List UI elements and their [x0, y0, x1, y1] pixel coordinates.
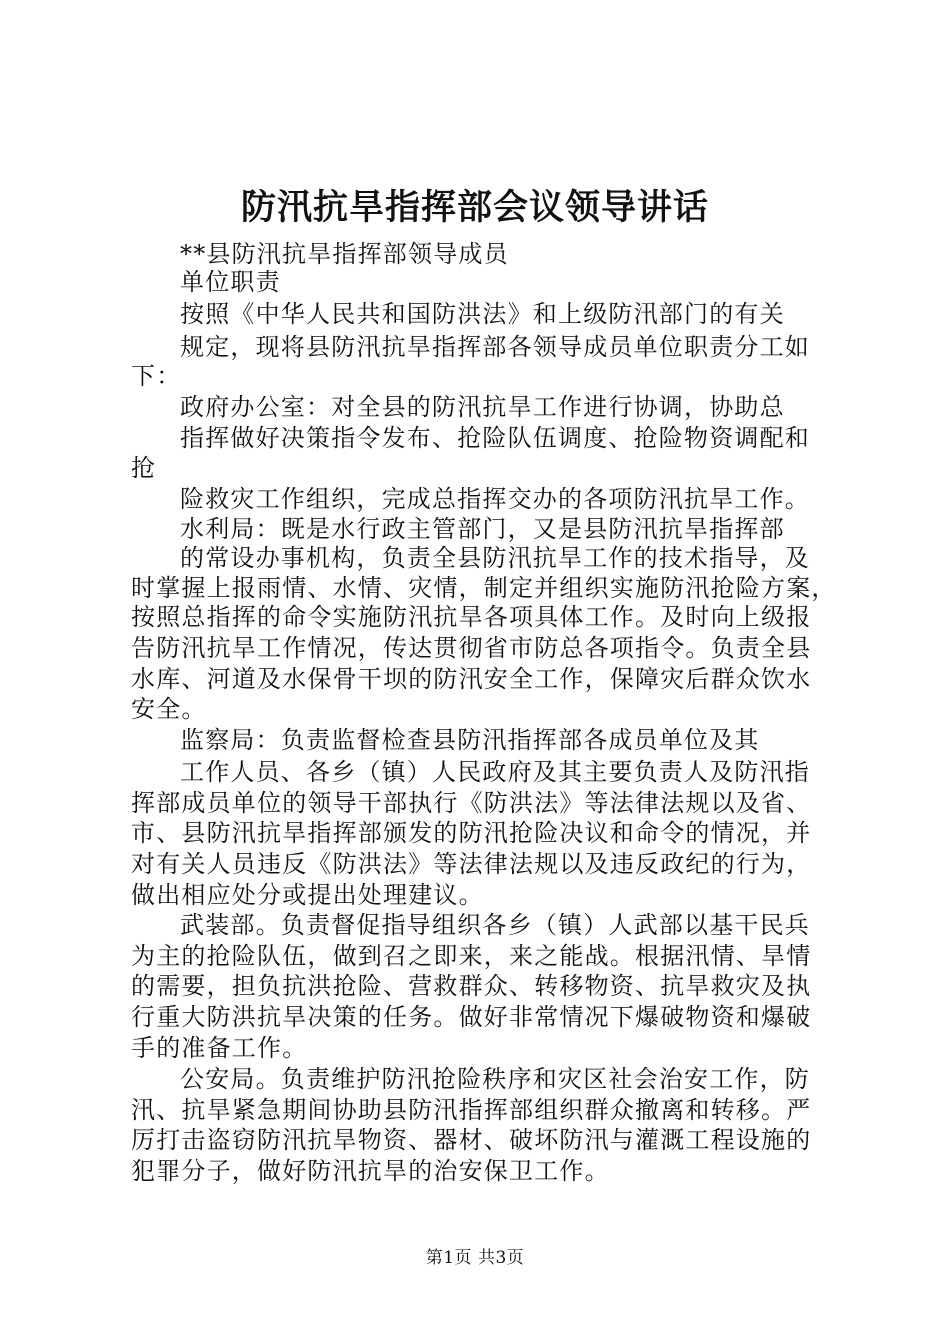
body-line: 监察局：负责监督检查县防汛指挥部各成员单位及其 [180, 726, 760, 754]
body-line: 规定，现将县防汛抗旱指挥部各领导成员单位职责分工如 [180, 333, 810, 361]
body-line: 市、县防汛抗旱指挥部颁发的防汛抢险决议和命令的情况，并 [131, 819, 812, 847]
body-line: 挥部成员单位的领导干部执行《防洪法》等法律法规以及省、 [131, 789, 812, 817]
body-line: **县防汛抗旱指挥部领导成员 [180, 240, 509, 268]
body-line: 单位职责 [180, 268, 281, 296]
body-line: 下： [131, 362, 182, 390]
body-line: 的需要，担负抗洪抢险、营救群众、转移物资、抗旱救灾及执 [131, 972, 812, 1000]
body-line: 时掌握上报雨情、水情、灾情，制定并组织实施防汛抢险方案， [131, 574, 837, 602]
body-line: 险救灾工作组织，完成总指挥交办的各项防汛抗旱工作。 [180, 485, 810, 513]
body-line: 抢 [131, 454, 157, 482]
document-title: 防汛抗旱指挥部会议领导讲话 [240, 187, 709, 228]
body-line: 为主的抢险队伍，做到召之即来，来之能战。根据汛情、旱情 [131, 942, 812, 970]
body-line: 工作人员、各乡（镇）人民政府及其主要负责人及防汛指 [180, 758, 810, 786]
body-line: 安全。 [131, 695, 207, 723]
body-line: 告防汛抗旱工作情况，传达贯彻省市防总各项指令。负责全县 [131, 634, 812, 662]
body-line: 行重大防洪抗旱决策的任务。做好非常情况下爆破物资和爆破 [131, 1003, 812, 1031]
body-line: 的常设办事机构，负责全县防汛抗旱工作的技术指导，及 [180, 544, 810, 572]
body-line: 政府办公室：对全县的防汛抗旱工作进行协调，协助总 [180, 393, 785, 421]
body-line: 公安局。负责维护防汛抢险秩序和灾区社会治安工作，防 [180, 1065, 810, 1093]
body-line: 按照《中华人民共和国防洪法》和上级防汛部门的有关 [180, 300, 785, 328]
body-line: 做出相应处分或提出处理建议。 [131, 881, 484, 909]
body-line: 指挥做好决策指令发布、抢险队伍调度、抢险物资调配和 [180, 424, 810, 452]
page-number: 第1页 共3页 [425, 1248, 525, 1268]
body-line: 汛、抗旱紧急期间协助县防汛指挥部组织群众撤离和转移。严 [131, 1096, 812, 1124]
body-line: 犯罪分子，做好防汛抗旱的治安保卫工作。 [131, 1157, 610, 1185]
body-line: 武装部。负责督促指导组织各乡（镇）人武部以基干民兵 [180, 911, 810, 939]
body-line: 厉打击盗窃防汛抗旱物资、器材、破坏防汛与灌溉工程设施的 [131, 1126, 812, 1154]
body-line: 水库、河道及水保骨干坝的防汛安全工作，保障灾后群众饮水 [131, 665, 812, 693]
body-line: 按照总指挥的命令实施防汛抗旱各项具体工作。及时向上级报 [131, 603, 812, 631]
body-line: 水利局：既是水行政主管部门，又是县防汛抗旱指挥部 [180, 515, 785, 543]
body-line: 手的准备工作。 [131, 1034, 308, 1062]
body-line: 对有关人员违反《防洪法》等法律法规以及违反政纪的行为， [131, 850, 812, 878]
